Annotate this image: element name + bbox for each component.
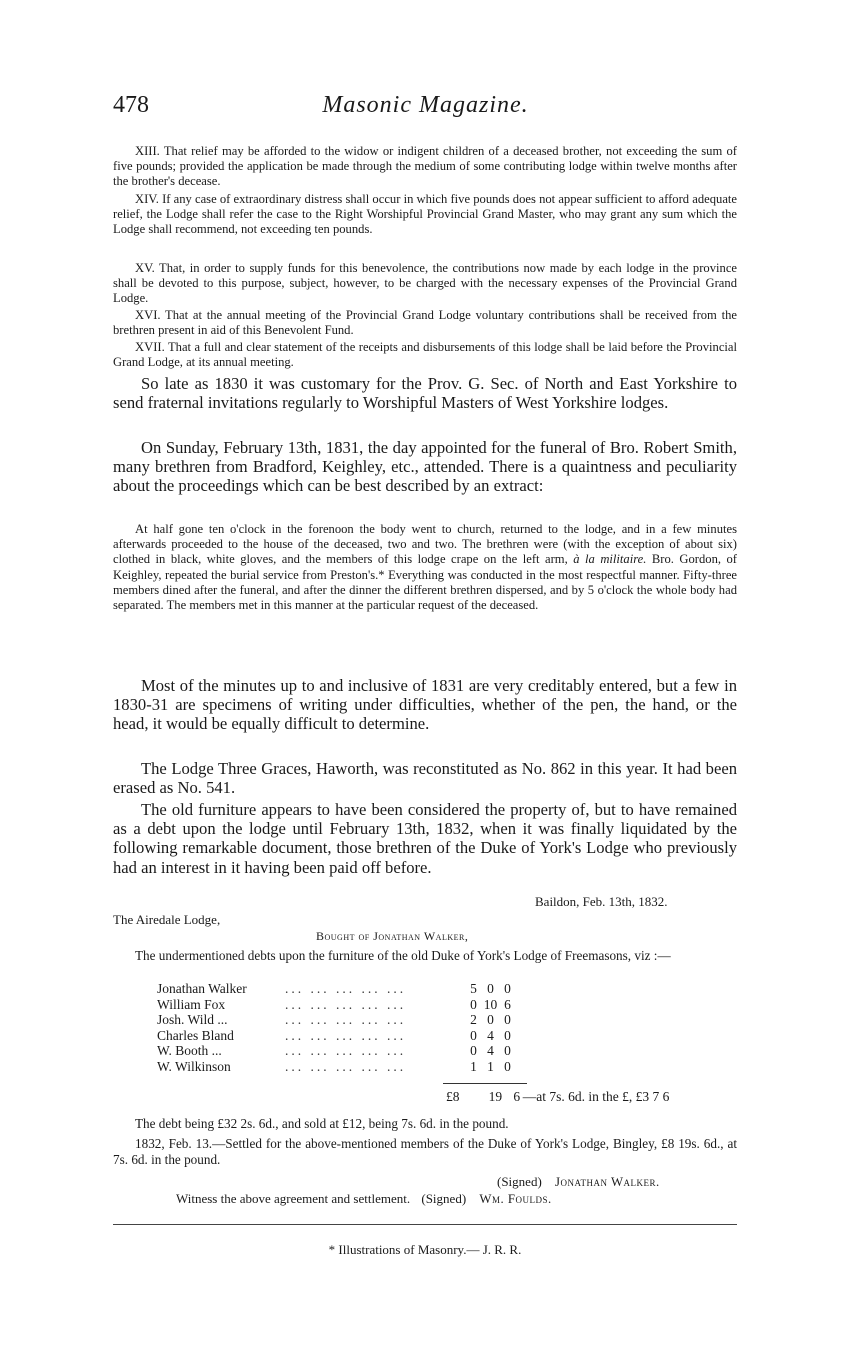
amount-shillings: 4 <box>487 1027 494 1043</box>
debt-row <box>157 1059 516 1075</box>
extract-italic-phrase: à la militaire. <box>573 552 647 567</box>
debt-row <box>157 1028 516 1044</box>
paragraph-invitations: So late as 1830 it was customary for the Prov. G. Sec. of North and East Yorkshire to send fraternal invitations regularly to Worshipful Masters of West Yorkshire lodges. <box>113 374 737 413</box>
total-rate: —at 7s. 6d. in the £, £3 7 6 <box>522 1089 670 1104</box>
rule-xvii: XVII. That a full and clear statement of the receipts and disbursements of this lodge shall be laid before the Provincial Grand Lodge, at its annual meeting. <box>113 340 737 370</box>
document-place-date: Baildon, Feb. 13th, 1832. <box>535 894 668 909</box>
document-addressee: The Airedale Lodge, <box>113 912 221 927</box>
paragraph-furniture: The old furniture appears to have been considered the property of, but to have remained as a debt upon the lodge until February 13th, 1832, when it was finally liquidated by the following remarkable document, those brethren of the Duke of York's Lodge who previously had an interest in it having been paid off before. <box>113 800 737 877</box>
witness-text: Witness the above agreement and settlement. <box>176 1191 411 1206</box>
rule-xiv: XIV. If any case of extraordinary distress shall occur in which five pounds does not appear sufficient to afford adequate relief, the Lodge shall refer the case to the Right Worshipful Provincial Grand Master, who may grant any sum which the Lodge shall recommend, not exceeding ten pounds. <box>113 192 737 237</box>
debtor-name: W. Booth ... <box>157 1043 222 1059</box>
debtor-name: W. Wilkinson <box>157 1058 231 1074</box>
page-header <box>113 92 738 126</box>
amount-pence: 0 <box>504 1043 511 1059</box>
leader-dots: ... ... ... ... ... <box>285 981 407 996</box>
extract-text-before: At half gone ten o'clock in the forenoon the body went to church, returned to the lodge, and in a few minutes afterwards proceeded to the house of the deceased, two and two. The brethren were (with the exception of about six) clothed in black, white gloves, and the members of this lodge crape on the left arm, <box>113 522 737 567</box>
debtor-name: Jonathan Walker <box>157 981 247 996</box>
funeral-extract <box>113 522 737 613</box>
signed-label-1: (Signed) <box>497 1174 542 1189</box>
debt-row <box>157 981 516 997</box>
document-bought-of: Bought of Jonathan Walker, <box>316 929 469 943</box>
witness-line <box>176 1191 552 1207</box>
paragraph-three-graces: The Lodge Three Graces, Haworth, was reconstituted as No. 862 in this year. It had been erased as No. 541. <box>113 759 737 798</box>
leader-dots: ... ... ... ... ... <box>285 1027 407 1043</box>
document-intro: The undermentioned debts upon the furniture of the old Duke of York's Lodge of Freemasons, viz :— <box>135 948 671 963</box>
debt-row <box>157 1043 516 1059</box>
amount-shillings: 10 <box>483 996 498 1012</box>
running-title: Masonic Magazine. <box>322 92 529 118</box>
debt-row <box>157 1012 516 1028</box>
debt-total-line <box>446 1089 669 1105</box>
rule-xvi: XVI. That at the annual meeting of the Provincial Grand Lodge voluntary contributions shall be received from the brethren present in aid of this Benevolent Fund. <box>113 308 737 338</box>
sum-rule <box>443 1083 527 1084</box>
amount-pounds: 1 <box>470 1058 477 1074</box>
leader-dots: ... ... ... ... ... <box>285 1043 407 1059</box>
debtor-name: William Fox <box>157 996 226 1012</box>
leader-dots: ... ... ... ... ... <box>285 1058 407 1074</box>
amount-pence: 6 <box>504 996 511 1012</box>
page-number: 478 <box>113 92 149 118</box>
amount-pence: 0 <box>504 1027 511 1043</box>
amount-shillings: 4 <box>487 1043 494 1059</box>
leader-dots: ... ... ... ... ... <box>285 1012 407 1028</box>
amount-pence: 0 <box>504 1012 511 1028</box>
paragraph-minutes: Most of the minutes up to and inclusive of 1831 are very creditably entered, but a few in 1830-31 are specimens of writing under difficulties, whether of the pen, the hand, or the head, it would be equally difficult to determine. <box>113 676 737 734</box>
signed-label-2: (Signed) <box>421 1191 467 1206</box>
amount-pence: 0 <box>504 981 511 996</box>
rule-xiii: XIII. That relief may be afforded to the widow or indigent children of a deceased brother, not exceeding the sum of five pounds; provided the application be made through the medium of some contributing lodge within twelve months after the brother's decease. <box>113 144 737 189</box>
paragraph-funeral: On Sunday, February 13th, 1831, the day appointed for the funeral of Bro. Robert Smith, many brethren from Bradford, Keighley, etc., attended. There is a quaintness and peculiarity about the proceedings which can be best described by an extract: <box>113 438 737 496</box>
total-shillings: 19 <box>488 1089 503 1104</box>
amount-shillings: 0 <box>487 1012 494 1028</box>
debt-row <box>157 997 516 1013</box>
amount-pence: 0 <box>504 1058 511 1074</box>
amount-pounds: 5 <box>470 981 477 996</box>
rule-xv: XV. That, in order to supply funds for this benevolence, the contributions now made by each lodge in the province shall be devoted to this purpose, subject, however, to be charged with the necessary expenses of the Provincial Grand Lodge. <box>113 261 737 306</box>
settlement-note: 1832, Feb. 13.—Settled for the above-mentioned members of the Duke of York's Lodge, Bingley, £8 19s. 6d., at 7s. 6d. in the pound. <box>113 1136 737 1167</box>
total-pence: 6 <box>513 1089 521 1104</box>
amount-pounds: 0 <box>470 1027 477 1043</box>
signer-1: Jonathan Walker. <box>555 1175 660 1189</box>
amount-shillings: 1 <box>487 1058 494 1074</box>
amount-pounds: 0 <box>470 996 477 1012</box>
signer-2: Wm. Foulds. <box>479 1192 552 1206</box>
amount-shillings: 0 <box>487 981 494 996</box>
total-pounds: £8 <box>446 1089 460 1104</box>
footnote: * Illustrations of Masonry.— J. R. R. <box>328 1242 522 1257</box>
amount-pounds: 0 <box>470 1043 477 1059</box>
leader-dots: ... ... ... ... ... <box>285 996 407 1012</box>
debtor-name: Charles Bland <box>157 1027 234 1043</box>
extract-text-after: Bro. Gordon, of Keighley, repeated the burial service from Preston's.* Everything was conducted in the most respectful manner. Fifty-three members dined after the funeral, and after the dinner the different brethren dispersed, and by 5 o'clock the whole body had separated. The members met in this manner at the particular request of the deceased. <box>113 552 738 613</box>
debtor-name: Josh. Wild ... <box>157 1012 228 1028</box>
footnote-rule <box>113 1224 737 1225</box>
amount-pounds: 2 <box>470 1012 477 1028</box>
signature-1 <box>497 1174 660 1190</box>
debt-note: The debt being £32 2s. 6d., and sold at £12, being 7s. 6d. in the pound. <box>135 1116 509 1131</box>
debt-table <box>157 981 516 1075</box>
